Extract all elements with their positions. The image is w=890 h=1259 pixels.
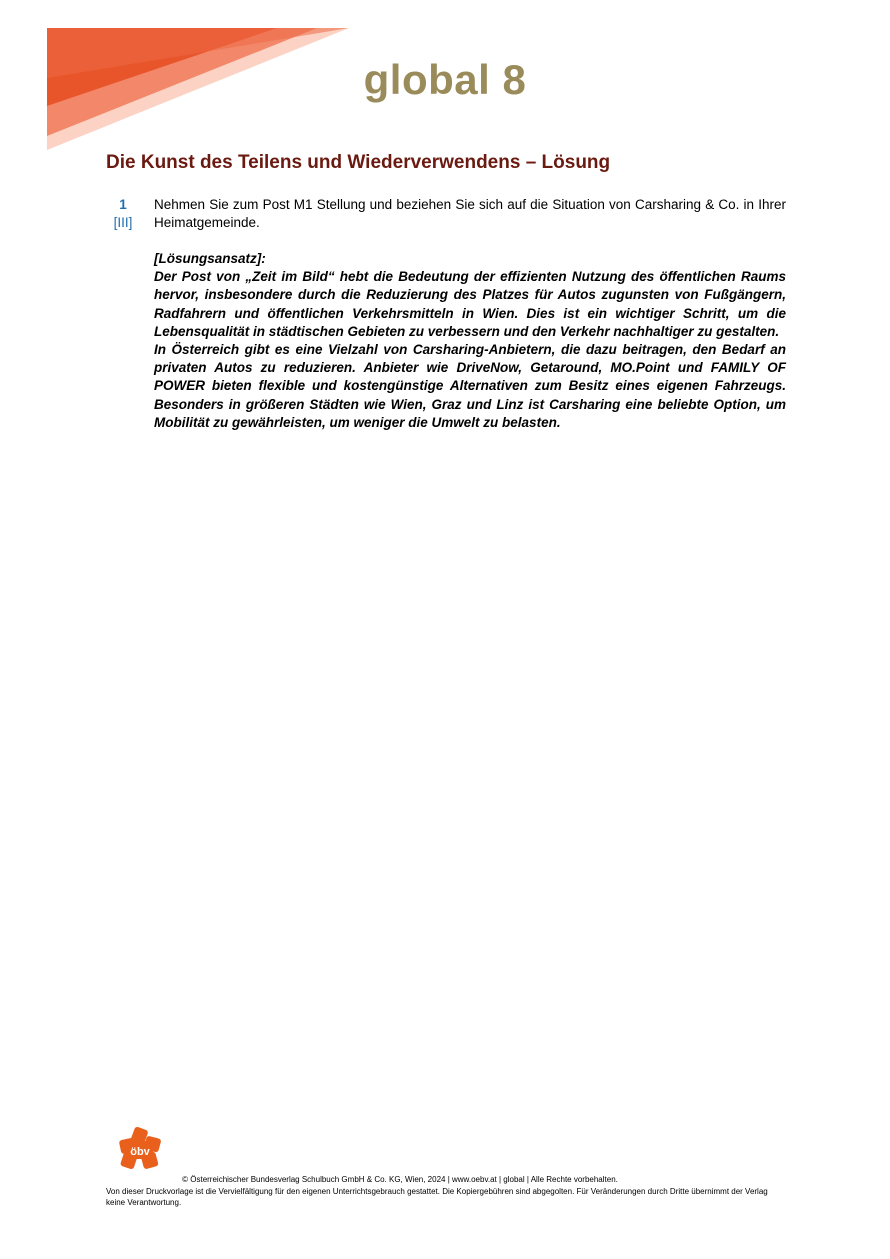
publisher-logo: [118, 1127, 162, 1171]
logo-text: öbv: [130, 1146, 150, 1158]
footer-notice: Von dieser Druckvorlage ist die Vervielfältigung für den eigenen Unterrichtsgebrauch gestattet. Die Kopiergebühren sind abgegolten. Für Veränderungen durch Dritte übernimmt der Verlag keine Verantwortung.: [106, 1187, 768, 1207]
brand-title: global 8: [363, 56, 527, 103]
task-level: [III]: [113, 215, 133, 230]
footer-copyright: © Österreichischer Bundesverlag Schulbuch GmbH & Co. KG, Wien, 2024 | www.oebv.at | global | Alle Rechte vorbehalten.: [182, 1175, 618, 1184]
task-number: 1: [119, 197, 127, 212]
answer-label: [Lösungsansatz]:: [154, 251, 266, 266]
task-instruction: Nehmen Sie zum Post M1 Stellung und beziehen Sie sich auf die Situation von Carsharing & Co. in Ihrer Heimatgemeinde.: [154, 197, 786, 230]
answer-block: [154, 250, 786, 432]
answer-paragraph-1: Der Post von „Zeit im Bild“ hebt die Bedeutung der effizienten Nutzung des öffentlichen Raums hervor, insbesondere durch die Reduzierung des Platzes für Autos zugunsten von Fußgängern, Radfahrern und öffentlichen Verkehrsmitteln in Wien. Dies ist ein wichtiger Schritt, um die Lebensqualität in städtischen Gebieten zu verbessern und den Verkehr nachhaltiger zu gestalten.: [154, 269, 786, 339]
page-title: Die Kunst des Teilens und Wiederverwendens – Lösung: [106, 152, 611, 173]
answer-paragraph-2: In Österreich gibt es eine Vielzahl von Carsharing-Anbietern, die dazu beitragen, den Bedarf an privaten Autos zu reduzieren. Anbieter wie DriveNow, Getaround, MO.Point und FAMILY OF POWER bieten flexible und kostengünstige Alternativen zum Besitz eines eigenen Fahrzeugs. Besonders in größeren Städten wie Wien, Graz und Linz ist Carsharing eine beliebte Option, um Mobilität zu gewährleisten, um weniger die Umwelt zu belasten.: [154, 342, 786, 430]
